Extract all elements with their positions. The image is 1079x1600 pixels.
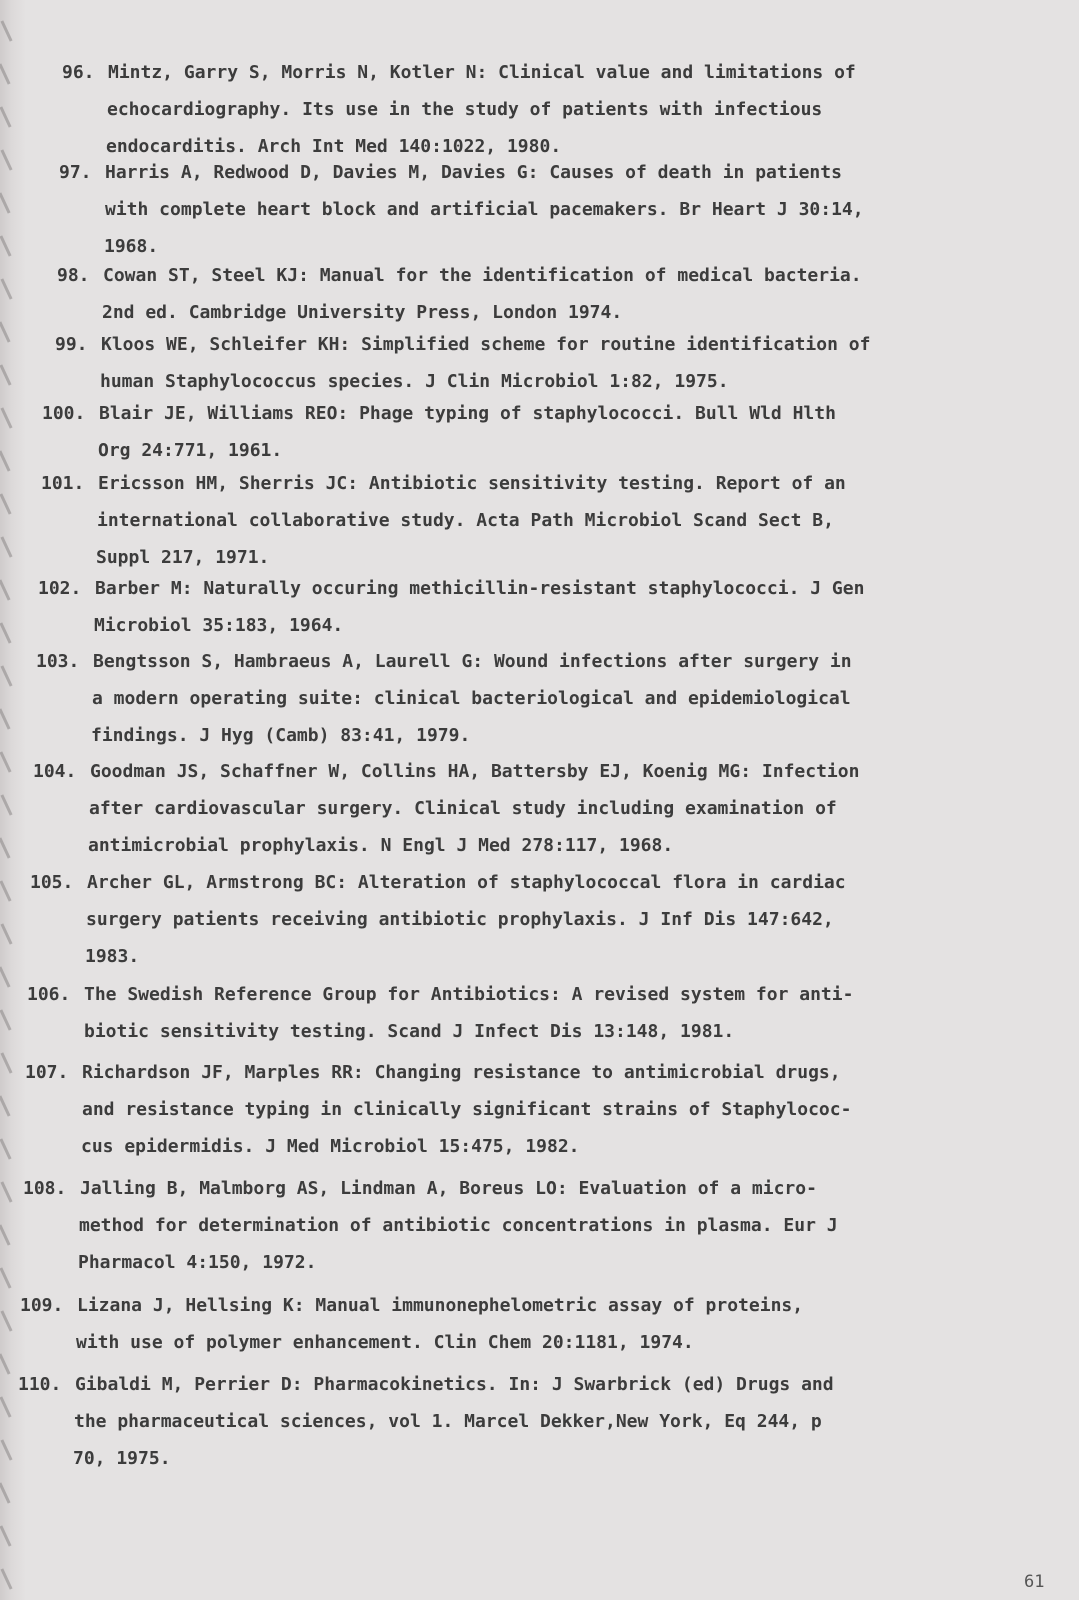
reference-number: 105. <box>30 872 74 893</box>
reference-text-line: surgery patients receiving antibiotic prophylaxis. J Inf Dis 147:642, <box>86 909 834 930</box>
page-edge-mark <box>0 1181 12 1202</box>
reference-text-line: cus epidermidis. J Med Microbiol 15:475, 1982. <box>81 1136 580 1157</box>
reference-text-line: 70, 1975. <box>73 1448 171 1469</box>
reference-text-line: and resistance typing in clinically significant strains of Staphylococ- <box>82 1099 852 1120</box>
reference-text-line: Goodman JS, Schaffner W, Collins HA, Battersby EJ, Koenig MG: Infection <box>90 761 860 782</box>
page-edge-mark <box>0 1568 12 1589</box>
page-edge-mark <box>0 708 11 729</box>
page-edge-mark <box>0 1009 12 1030</box>
page-edge-mark <box>0 1310 12 1331</box>
reference-text-line: Bengtsson S, Hambraeus A, Laurell G: Wound infections after surgery in <box>93 651 852 672</box>
reference-text-line: international collaborative study. Acta Path Microbiol Scand Sect B, <box>97 510 834 531</box>
page-edge-mark <box>0 1396 12 1417</box>
page-edge-mark <box>0 192 11 213</box>
page-edge-mark <box>0 665 12 686</box>
reference-text-line: Jalling B, Malmborg AS, Lindman A, Boreus LO: Evaluation of a micro- <box>80 1178 817 1199</box>
reference-number: 102. <box>38 578 82 599</box>
page-edge-mark <box>0 278 12 299</box>
page-edge-mark <box>0 1052 12 1073</box>
page-edge-mark <box>0 493 12 514</box>
page-edge-mark <box>0 966 11 987</box>
reference-text-line: the pharmaceutical sciences, vol 1. Marcel Dekker,New York, Eq 244, p <box>74 1411 822 1432</box>
reference-text-line: biotic sensitivity testing. Scand J Infect Dis 13:148, 1981. <box>84 1021 735 1042</box>
reference-text-line: Barber M: Naturally occuring methicillin-resistant staphylococci. J Gen <box>95 578 865 599</box>
reference-text-line: findings. J Hyg (Camb) 83:41, 1979. <box>91 725 471 746</box>
page-edge-mark <box>0 1267 12 1288</box>
reference-text-line: Mintz, Garry S, Morris N, Kotler N: Clinical value and limitations of <box>108 62 856 83</box>
reference-text-line: Microbiol 35:183, 1964. <box>94 615 344 636</box>
page-number: 61 <box>1024 1572 1045 1592</box>
page-edge-mark <box>0 923 12 944</box>
reference-text-line: with use of polymer enhancement. Clin Chem 20:1181, 1974. <box>76 1332 694 1353</box>
page-edge-mark <box>0 1482 11 1503</box>
page-edge-mark <box>0 1353 11 1374</box>
page-edge-mark <box>0 364 12 385</box>
reference-number: 106. <box>27 984 71 1005</box>
page-edge-mark <box>0 450 11 471</box>
reference-text-line: Harris A, Redwood D, Davies M, Davies G: Causes of death in patients <box>105 162 842 183</box>
reference-number: 101. <box>41 473 85 494</box>
reference-text-line: 1968. <box>104 236 159 257</box>
reference-number: 104. <box>33 761 77 782</box>
page-edge-mark <box>0 536 12 557</box>
page-edge-mark <box>0 1525 12 1546</box>
reference-number: 109. <box>20 1295 64 1316</box>
reference-text-line: The Swedish Reference Group for Antibiotics: A revised system for anti- <box>84 984 854 1005</box>
page-edge-mark <box>0 1439 12 1460</box>
reference-text-line: echocardiography. Its use in the study of patients with infectious <box>107 99 823 120</box>
page-edge-mark <box>0 1095 11 1116</box>
reference-number: 107. <box>25 1062 69 1083</box>
reference-number: 96. <box>62 62 95 83</box>
page-edge-shadow <box>0 0 26 1600</box>
reference-text-line: human Staphylococcus species. J Clin Microbiol 1:82, 1975. <box>100 371 729 392</box>
reference-text-line: antimicrobial prophylaxis. N Engl J Med 278:117, 1968. <box>88 835 674 856</box>
page-edge-mark <box>0 751 12 772</box>
reference-text-line: Lizana J, Hellsing K: Manual immunonephelometric assay of proteins, <box>77 1295 804 1316</box>
page-edge-mark <box>0 837 11 858</box>
page-edge-mark <box>0 794 12 815</box>
reference-number: 110. <box>18 1374 62 1395</box>
page-edge-mark <box>0 106 12 127</box>
reference-number: 97. <box>59 162 92 183</box>
reference-number: 103. <box>36 651 80 672</box>
page-edge-mark <box>0 1138 12 1159</box>
page-edge-mark <box>0 235 12 256</box>
reference-text-line: Pharmacol 4:150, 1972. <box>78 1252 317 1273</box>
reference-number: 100. <box>42 403 86 424</box>
page-edge-mark <box>0 579 11 600</box>
reference-number: 98. <box>57 265 90 286</box>
reference-text-line: 2nd ed. Cambridge University Press, London 1974. <box>102 302 623 323</box>
reference-text-line: Suppl 217, 1971. <box>96 547 270 568</box>
reference-text-line: Richardson JF, Marples RR: Changing resistance to antimicrobial drugs, <box>82 1062 841 1083</box>
reference-text-line: Cowan ST, Steel KJ: Manual for the identification of medical bacteria. <box>103 265 862 286</box>
page-edge-mark <box>0 407 12 428</box>
reference-text-line: Org 24:771, 1961. <box>98 440 283 461</box>
reference-text-line: 1983. <box>85 946 140 967</box>
page-edge-mark <box>0 63 11 84</box>
page-edge-mark <box>0 1224 11 1245</box>
reference-text-line: a modern operating suite: clinical bacteriological and epidemiological <box>92 688 851 709</box>
reference-text-line: endocarditis. Arch Int Med 140:1022, 1980. <box>106 136 562 157</box>
reference-text-line: after cardiovascular surgery. Clinical study including examination of <box>89 798 837 819</box>
reference-text-line: with complete heart block and artificial pacemakers. Br Heart J 30:14, <box>105 199 864 220</box>
page-edge-mark <box>0 20 12 41</box>
page-edge-mark <box>0 880 12 901</box>
reference-text-line: Gibaldi M, Perrier D: Pharmacokinetics. In: J Swarbrick (ed) Drugs and <box>75 1374 834 1395</box>
page-edge-mark <box>0 321 11 342</box>
reference-text-line: Ericsson HM, Sherris JC: Antibiotic sensitivity testing. Report of an <box>98 473 846 494</box>
reference-number: 99. <box>55 334 88 355</box>
reference-text-line: Archer GL, Armstrong BC: Alteration of staphylococcal flora in cardiac <box>87 872 846 893</box>
reference-text-line: Kloos WE, Schleifer KH: Simplified scheme for routine identification of <box>101 334 871 355</box>
page-edge-mark <box>0 149 12 170</box>
reference-text-line: Blair JE, Williams REO: Phage typing of staphylococci. Bull Wld Hlth <box>99 403 836 424</box>
reference-number: 108. <box>23 1178 67 1199</box>
page-edge-mark <box>0 622 12 643</box>
reference-text-line: method for determination of antibiotic concentrations in plasma. Eur J <box>79 1215 838 1236</box>
